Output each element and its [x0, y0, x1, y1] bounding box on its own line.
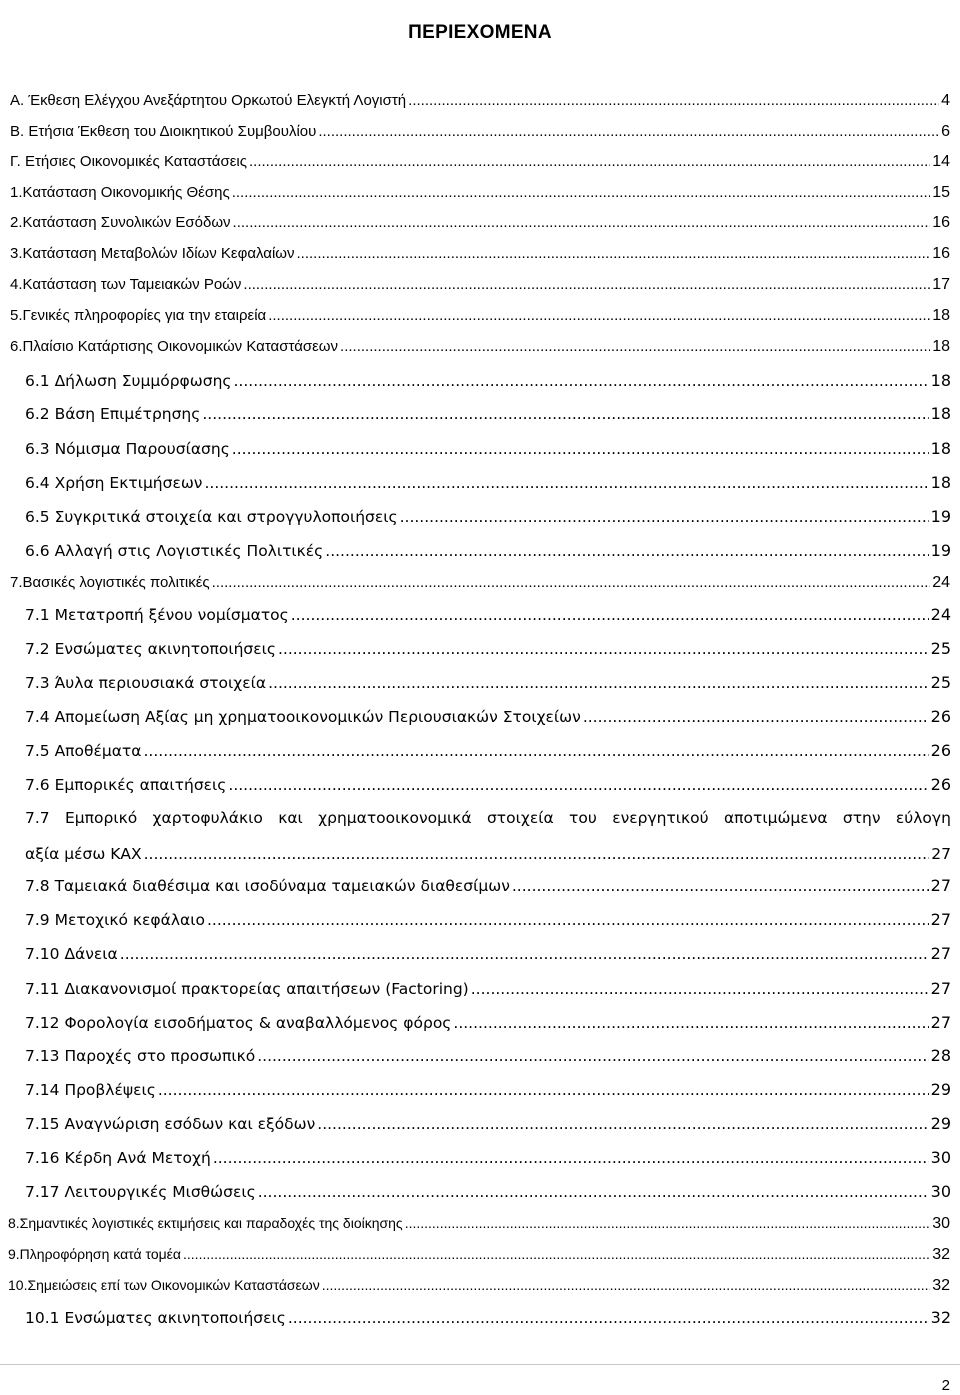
toc-leader-dots: [234, 372, 929, 390]
toc-entry-label: 9.Πληροφόρηση κατά τομέα: [8, 1246, 182, 1262]
toc-entry-page: 19: [930, 541, 951, 560]
toc-leader-dots: [268, 307, 930, 324]
toc-entry-word: 7.7: [25, 809, 50, 827]
toc-entry-page: 16: [932, 214, 950, 231]
toc-entry-label: 7.9 Μετοχικό κεφάλαιο: [25, 911, 205, 929]
toc-entry-label: Α. Έκθεση Ελέγχου Ανεξάρτητου Ορκωτού Ελεγκτή Λογιστή: [10, 92, 407, 109]
toc-entry-word: στην: [842, 809, 881, 827]
toc-leader-dots: [233, 214, 931, 231]
toc-leader-dots: [400, 508, 929, 526]
toc-entry-label: 7.1 Μετατροπή ξένου νομίσματος: [25, 606, 289, 624]
toc-leader-dots: [232, 184, 931, 201]
toc-entry-8[interactable]: [8, 1215, 950, 1233]
toc-entry-word: εύλογη: [895, 809, 951, 827]
toc-entry-6[interactable]: [10, 338, 950, 356]
toc-entry-label: 7.2 Ενσώματες ακινητοποιήσεις: [25, 640, 276, 658]
page-title: ΠΕΡΙΕΧΟΜΕΝΑ: [408, 22, 552, 43]
toc-entry-label-line2: αξία μέσω ΚΑΧ: [25, 845, 142, 863]
toc-entry-page: 15: [932, 184, 950, 201]
page-number: 2: [941, 1377, 950, 1394]
toc-entry-page: 18: [930, 371, 951, 390]
toc-leader-dots: [453, 1014, 928, 1032]
toc-entry-page: 25: [930, 673, 951, 692]
toc-leader-dots: [232, 440, 929, 458]
toc-entry-page: 30: [932, 1215, 950, 1232]
toc-entry-label: 6.2 Βάση Επιμέτρησης: [25, 405, 201, 423]
toc-leader-dots: [268, 674, 929, 692]
toc-entry-label: 7.5 Αποθέματα: [25, 742, 142, 760]
toc-entry-page: 19: [930, 507, 951, 526]
toc-entry-page: 27: [930, 1013, 951, 1032]
toc-leader-dots: [291, 606, 929, 624]
toc-entry-page: 24: [932, 574, 950, 591]
toc-leader-dots: [278, 640, 929, 658]
toc-entry-label: 10.Σημειώσεις επί των Οικονομικών Καταστάσεων: [8, 1277, 320, 1293]
toc-entry-label: 6.6 Αλλαγή στις Λογιστικές Πολιτικές: [25, 542, 324, 560]
toc-entry-word: του: [569, 809, 597, 827]
toc-entry-page: 18: [930, 439, 951, 458]
toc-entry-label: 7.6 Εμπορικές απαιτήσεις: [25, 776, 227, 794]
toc-entry-label: 6.5 Συγκριτικά στοιχεία και στρογγυλοποιήσεις: [25, 508, 398, 526]
toc-entry-6-2[interactable]: [25, 404, 951, 423]
toc-entry-7-6[interactable]: [25, 775, 951, 794]
toc-entry-7-9[interactable]: [25, 910, 951, 929]
toc-entry-label: 7.12 Φορολογία εισοδήματος & αναβαλλόμενος φόρος: [25, 1014, 452, 1032]
toc-entry-7-12[interactable]: [25, 1013, 951, 1032]
toc-entry-page: 18: [932, 307, 950, 324]
toc-entry-page: 4: [941, 92, 950, 109]
toc-entry-label: 7.17 Λειτουργικές Μισθώσεις: [25, 1183, 256, 1201]
toc-entry-7-4[interactable]: [25, 707, 951, 726]
toc-entry-label: 6.Πλαίσιο Κατάρτισης Οικονομικών Καταστάσεων: [10, 338, 339, 355]
footer-divider: [0, 1364, 960, 1365]
toc-entry-page: 27: [930, 876, 951, 895]
toc-entry-word: χαρτοφυλάκιο: [152, 809, 263, 827]
toc-entry-label: 7.Βασικές λογιστικές πολιτικές: [10, 574, 210, 591]
toc-entry-word: και: [278, 809, 303, 827]
toc-leader-dots: [340, 338, 930, 355]
toc-entry-c-financial-statements[interactable]: [10, 153, 950, 171]
toc-entry-a-audit-report[interactable]: [10, 92, 950, 110]
toc-entry-7-5[interactable]: [25, 741, 951, 760]
toc-leader-dots: [120, 945, 929, 963]
toc-entry-word: Εμπορικό: [65, 809, 138, 827]
toc-leader-dots: [204, 474, 928, 492]
toc-entry-3[interactable]: [10, 245, 950, 263]
toc-entry-label: 3.Κατάσταση Μεταβολών Ιδίων Κεφαλαίων: [10, 245, 295, 262]
toc-leader-dots: [512, 877, 929, 895]
toc-entry-page: 18: [930, 404, 951, 423]
toc-entry-page: 24: [930, 605, 951, 624]
toc-entry-label: 1.Κατάσταση Οικονομικής Θέσης: [10, 184, 230, 201]
toc-entry-1[interactable]: [10, 184, 950, 202]
toc-leader-dots: [158, 1081, 929, 1099]
toc-entry-6-6[interactable]: [25, 541, 951, 560]
toc-entry-word: χρηματοοικονομικά: [318, 809, 472, 827]
toc-entry-page: 27: [930, 979, 951, 998]
toc-leader-dots: [288, 1309, 929, 1327]
toc-entry-page: 14: [932, 153, 950, 170]
toc-entry-label: 10.1 Ενσώματες ακινητοποιήσεις: [25, 1309, 286, 1327]
toc-entry-10[interactable]: [8, 1277, 950, 1295]
toc-entry-page: 32: [930, 1308, 951, 1327]
toc-leader-dots: [144, 742, 929, 760]
toc-entry-7-7[interactable]: [25, 809, 951, 869]
toc-entry-7-16[interactable]: [25, 1148, 951, 1167]
toc-entry-word: ενεργητικού: [612, 809, 709, 827]
toc-entry-label: 8.Σημαντικές λογιστικές εκτιμήσεις και παραδοχές της διοίκησης: [8, 1215, 403, 1231]
toc-entry-5[interactable]: [10, 307, 950, 325]
toc-leader-dots: [318, 123, 939, 140]
toc-entry-page: 18: [932, 338, 950, 355]
toc-entry-10-1[interactable]: [25, 1308, 951, 1327]
toc-entry-label: 7.4 Απομείωση Αξίας μη χρηματοοικονομικών Περιουσιακών Στοιχείων: [25, 708, 581, 726]
toc-entry-6-3[interactable]: [25, 439, 951, 458]
toc-entry-7[interactable]: [10, 574, 950, 592]
toc-entry-b-board-report[interactable]: [10, 123, 950, 141]
toc-entry-7-13[interactable]: [25, 1046, 951, 1065]
toc-entry-label: 6.1 Δήλωση Συμμόρφωσης: [25, 372, 232, 390]
toc-entry-6-5[interactable]: [25, 507, 951, 526]
toc-entry-page: 26: [930, 707, 951, 726]
toc-entry-6-1[interactable]: [25, 371, 951, 390]
toc-entry-label: 6.4 Χρήση Εκτιμήσεων: [25, 474, 203, 492]
toc-entry-page: 32: [932, 1246, 950, 1263]
toc-entry-page: 16: [932, 245, 950, 262]
toc-entry-label: 7.13 Παροχές στο προσωπικό: [25, 1047, 256, 1065]
toc-leader-dots: [297, 245, 931, 262]
toc-leader-dots: [317, 1115, 928, 1133]
toc-leader-dots: [471, 980, 929, 998]
toc-leader-dots: [405, 1215, 931, 1231]
toc-entry-label: 7.15 Αναγνώριση εσόδων και εξόδων: [25, 1115, 316, 1133]
toc-entry-page: 29: [930, 1114, 951, 1133]
toc-entry-page: 27: [930, 944, 951, 963]
toc-entry-page: 17: [932, 276, 950, 293]
toc-entry-page: 26: [930, 775, 951, 794]
toc-entry-7-17[interactable]: [25, 1182, 951, 1201]
toc-entry-7-1[interactable]: [25, 605, 951, 624]
toc-entry-page: 26: [930, 741, 951, 760]
toc-entry-7-3[interactable]: [25, 673, 951, 692]
toc-entry-page: 27: [931, 845, 951, 863]
toc-entry-page: 28: [930, 1046, 951, 1065]
toc-entry-label: 7.8 Ταμειακά διαθέσιμα και ισοδύναμα ταμειακών διαθεσίμων: [25, 877, 510, 895]
toc-leader-dots: [202, 405, 928, 423]
toc-entry-label: 5.Γενικές πληροφορίες για την εταιρεία: [10, 307, 267, 324]
toc-entry-label: 6.3 Νόμισμα Παρουσίασης: [25, 440, 230, 458]
toc-entry-page: 32: [932, 1277, 950, 1294]
toc-entry-label: 7.3 Άυλα περιουσιακά στοιχεία: [25, 674, 267, 692]
toc-entry-page: 25: [930, 639, 951, 658]
toc-entry-7-8[interactable]: [25, 876, 951, 895]
toc-leader-dots: [258, 1183, 929, 1201]
toc-entry-page: 29: [930, 1080, 951, 1099]
toc-leader-dots: [213, 1149, 929, 1167]
toc-entry-7-10[interactable]: [25, 944, 951, 963]
toc-entry-label: Γ. Ετήσιες Οικονομικές Καταστάσεις: [10, 153, 247, 170]
toc-entry-7-11[interactable]: [25, 979, 951, 998]
toc-leader-dots: [144, 845, 930, 863]
toc-leader-dots: [583, 708, 929, 726]
toc-leader-dots: [212, 574, 931, 591]
toc-entry-word: στοιχεία: [486, 809, 554, 827]
toc-leader-dots: [257, 1047, 928, 1065]
toc-leader-dots: [207, 911, 929, 929]
toc-entry-9[interactable]: [8, 1246, 950, 1264]
toc-entry-label: 2.Κατάσταση Συνολικών Εσόδων: [10, 214, 231, 231]
toc-entry-line2: [25, 845, 951, 863]
toc-entry-7-2[interactable]: [25, 639, 951, 658]
toc-leader-dots: [325, 542, 928, 560]
toc-leader-dots: [408, 92, 939, 109]
toc-entry-4[interactable]: [10, 276, 950, 294]
toc-entry-page: 6: [941, 123, 950, 140]
toc-leader-dots: [243, 276, 930, 293]
toc-entry-label: 7.14 Προβλέψεις: [25, 1081, 156, 1099]
toc-entry-label: 4.Κατάσταση των Ταμειακών Ροών: [10, 276, 242, 293]
toc-entry-label-line1: [25, 809, 951, 827]
toc-entry-page: 30: [930, 1182, 951, 1201]
toc-entry-label: Β. Ετήσια Έκθεση του Διοικητικού Συμβουλίου: [10, 123, 317, 140]
toc-leader-dots: [228, 776, 928, 794]
toc-entry-label: 7.11 Διακανονισμοί πρακτορείας απαιτήσεων (Factoring): [25, 980, 469, 998]
toc-entry-label: 7.16 Κέρδη Ανά Μετοχή: [25, 1149, 211, 1167]
toc-entry-6-4[interactable]: [25, 473, 951, 492]
toc-entry-word: αποτιμώμενα: [723, 809, 828, 827]
toc-leader-dots: [249, 153, 930, 170]
toc-entry-page: 18: [930, 473, 951, 492]
toc-entry-page: 27: [930, 910, 951, 929]
toc-entry-2[interactable]: [10, 214, 950, 232]
toc-entry-page: 30: [930, 1148, 951, 1167]
toc-entry-7-15[interactable]: [25, 1114, 951, 1133]
toc-entry-label: 7.10 Δάνεια: [25, 945, 118, 963]
toc-leader-dots: [322, 1277, 930, 1293]
toc-entry-7-14[interactable]: [25, 1080, 951, 1099]
toc-leader-dots: [183, 1246, 930, 1262]
